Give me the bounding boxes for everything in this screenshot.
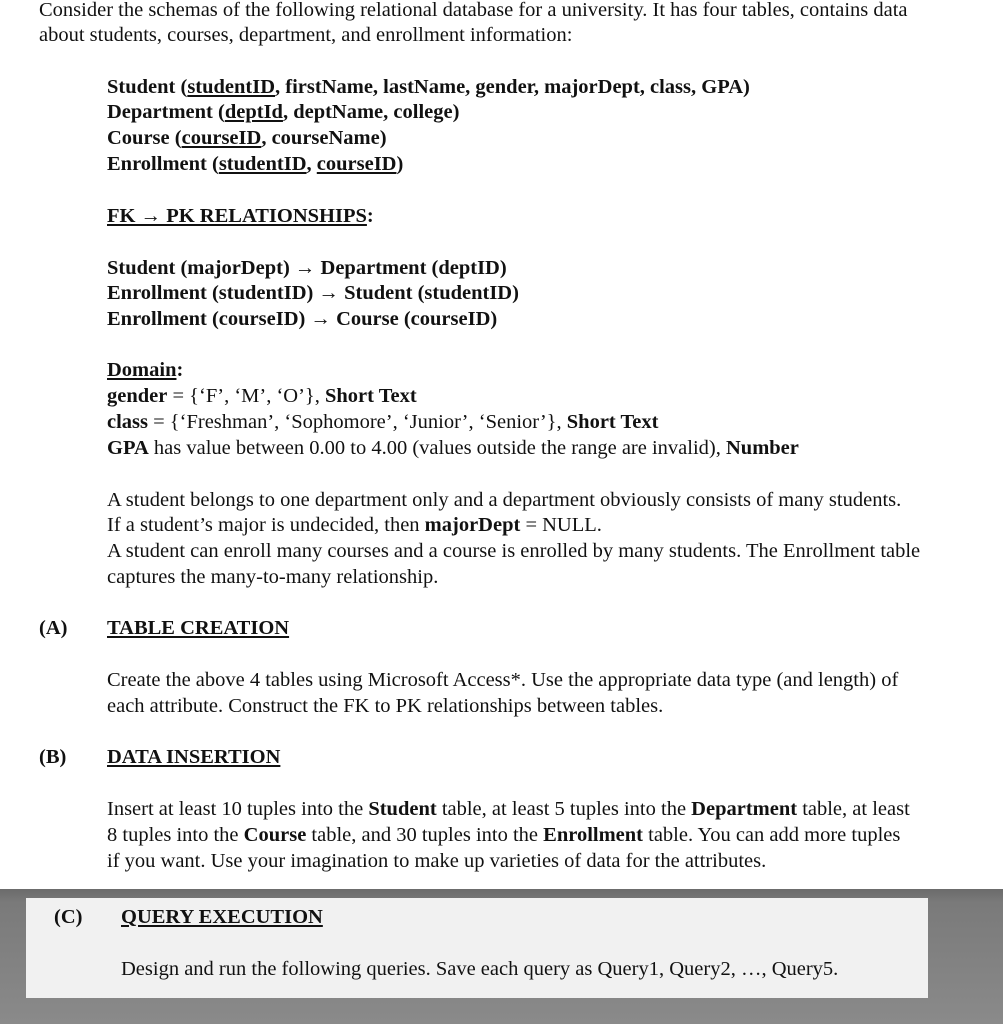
relationship-3: Enrollment (courseID) → Course (courseID) [107, 308, 498, 330]
section-a-heading: TABLE CREATION [107, 617, 290, 639]
intro-line-1: Consider the schemas of the following relational database for a university. It has four tables, contains data [39, 0, 908, 21]
relationship-1: Student (majorDept) → Department (deptID) [107, 257, 507, 279]
section-a-line-2: each attribute. Construct the FK to PK relationships between tables. [107, 695, 664, 717]
relationship-2: Enrollment (studentID) → Student (studentID) [107, 282, 519, 304]
section-a-label: (A) [39, 617, 68, 639]
intro-line-2: about students, courses, department, and enrollment information: [39, 24, 573, 46]
domain-gender: gender = {‘F’, ‘M’, ‘O’}, Short Text [107, 385, 417, 407]
notes-line-1: A student belongs to one department only and a department obviously consists of many students. [107, 489, 902, 511]
fk-heading: FK → PK RELATIONSHIPS: [107, 205, 374, 227]
schema-department: Department (deptId, deptName, college) [107, 101, 460, 123]
notes-line-2: If a student’s major is undecided, then majorDept = NULL. [107, 514, 602, 536]
notes-line-3: A student can enroll many courses and a course is enrolled by many students. The Enrollment table [107, 540, 921, 562]
schema-student: Student (studentID, firstName, lastName, gender, majorDept, class, GPA) [107, 76, 750, 98]
schema-course: Course (courseID, courseName) [107, 127, 387, 149]
section-b-label: (B) [39, 746, 67, 768]
domain-gpa: GPA has value between 0.00 to 4.00 (values outside the range are invalid), Number [107, 437, 799, 459]
section-b-line-2: 8 tuples into the Course table, and 30 tuples into the Enrollment table. You can add more tuples [107, 824, 901, 846]
domain-class: class = {‘Freshman’, ‘Sophomore’, ‘Junior’, ‘Senior’}, Short Text [107, 411, 659, 433]
next-page-panel [26, 898, 928, 998]
section-b-line-3: if you want. Use your imagination to make up varieties of data for the attributes. [107, 850, 767, 872]
section-b-heading: DATA INSERTION [107, 746, 281, 768]
domain-heading: Domain: [107, 359, 184, 381]
section-a-line-1: Create the above 4 tables using Microsoft Access*. Use the appropriate data type (and length) of [107, 669, 899, 691]
notes-line-4: captures the many-to-many relationship. [107, 566, 439, 588]
schema-enrollment: Enrollment (studentID, courseID) [107, 153, 404, 175]
section-c-line-1: Design and run the following queries. Save each query as Query1, Query2, …, Query5. [121, 958, 839, 980]
section-b-line-1: Insert at least 10 tuples into the Student table, at least 5 tuples into the Department table, at least [107, 798, 910, 820]
section-c-label: (C) [54, 906, 83, 928]
section-c-heading: QUERY EXECUTION [121, 906, 323, 928]
